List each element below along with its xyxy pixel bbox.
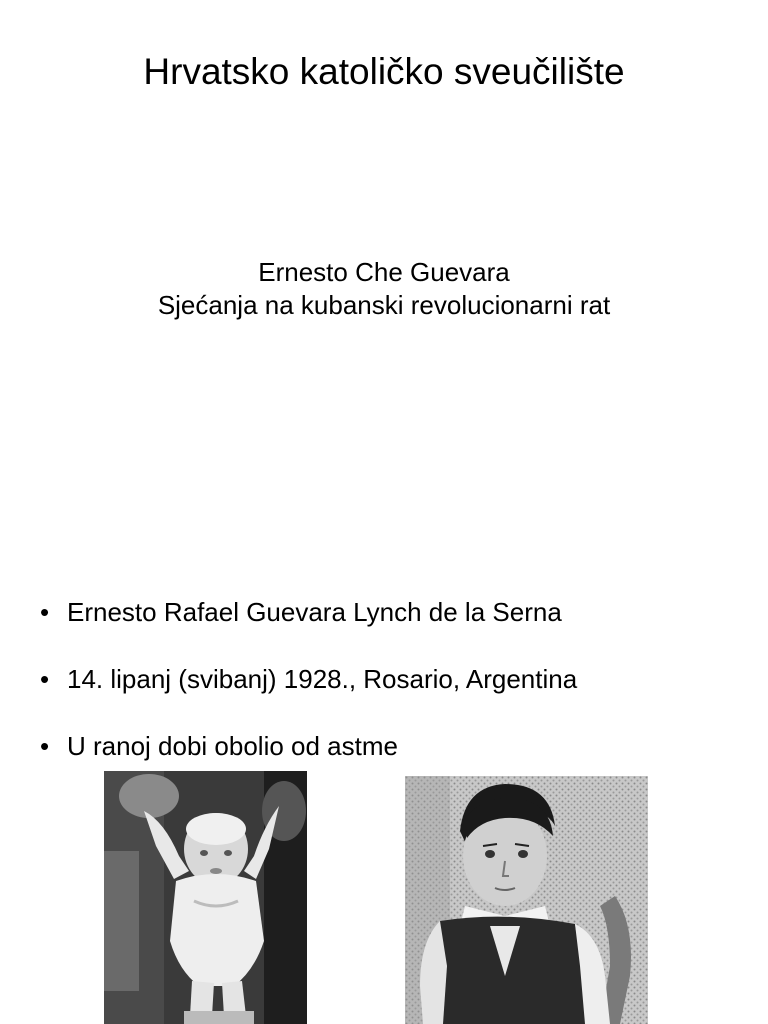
bullet-item-full-name: [40, 596, 577, 628]
subtitle-line-book: Sjećanja na kubanski revolucionarni rat: [157, 290, 611, 320]
bullet-list: [40, 596, 577, 797]
slide-subtitle: [0, 256, 768, 322]
bullet-item-asthma: [40, 730, 577, 762]
boy-photo: [405, 776, 648, 1024]
bullet-icon: •: [40, 731, 50, 761]
bullet-text: Ernesto Rafael Guevara Lynch de la Serna: [67, 597, 562, 627]
baby-photo: [104, 771, 307, 1024]
slide-title: Hrvatsko katoličko sveučilište: [143, 51, 625, 92]
bullet-item-birth: [40, 663, 577, 695]
bullet-text: U ranoj dobi obolio od astme: [67, 731, 398, 761]
baby-photo-image: [104, 771, 307, 1024]
boy-photo-image: [405, 776, 648, 1024]
bullet-icon: •: [40, 664, 50, 694]
bullet-text: 14. lipanj (svibanj) 1928., Rosario, Argentina: [67, 664, 578, 694]
subtitle-line-name: Ernesto Che Guevara: [258, 257, 510, 287]
bullet-icon: •: [40, 597, 50, 627]
